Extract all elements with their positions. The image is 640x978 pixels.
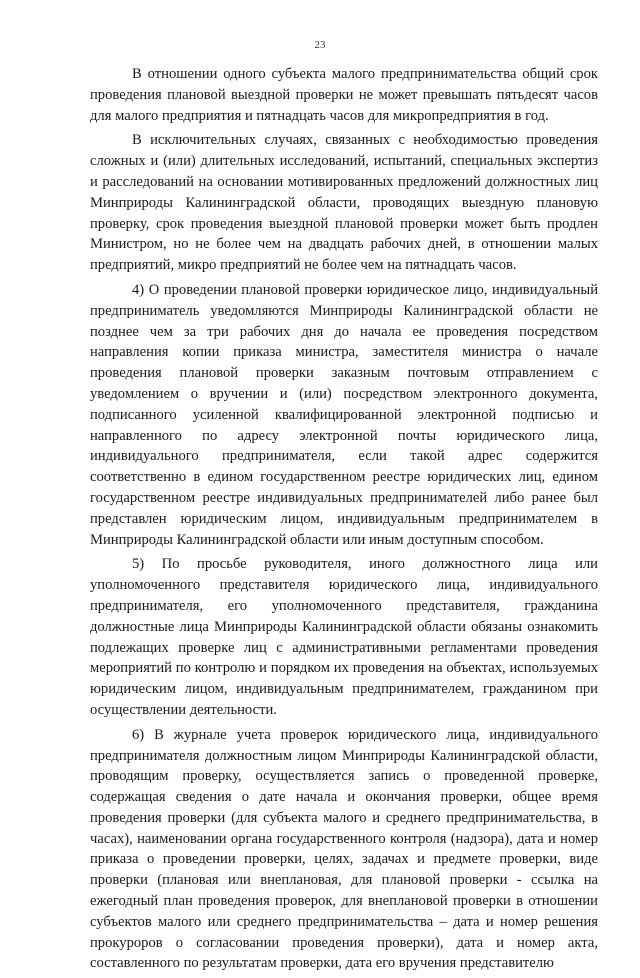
paragraph: 5) По просьбе руководителя, иного должностного лица или уполномоченного представителя юридического лица, индивидуального предпринимателя, его уполномоченного представителя, гражданина должностные лица Минприроды Калининградской области обязаны ознакомить подлежащих проверке лиц с административными регламентами проведения мероприятий по контролю и порядком их проведения на объектах, используемых юридическим лицом, индивидуальным предпринимателем, гражданином при осуществлении деятельности. (90, 556, 598, 718)
page-number: 23 (314, 39, 326, 51)
paragraph: В исключительных случаях, связанных с необходимостью проведения сложных и (или) длительных исследований, испытаний, специальных экспертиз и расследований на основании мотивированных предложений должностных лиц Минприроды Калининградской области, проводящих выездную плановую проверку, срок проведения выездной плановой проверки может быть продлен Министром, но не более чем на двадцать рабочих дней, в отношении малых предприятий, микро предприятий не более чем на пятнадцать часов. (90, 132, 598, 274)
paragraph: В отношении одного субъекта малого предпринимательства общий срок проведения плановой выездной проверки не может превышать пятьдесят часов для малого предприятия и пятнадцать часов для микропредприятия в год. (90, 66, 598, 124)
paragraph: 6) В журнале учета проверок юридического лица, индивидуального предпринимателя должностным лицом Минприроды Калининградской области, проводящим проверку, осуществляется запись о проведенной проверке, содержащая сведения о дате начала и окончания проверки, общее время проведения проверки (для субъекта малого и среднего предпринимательства, в часах), наименовании органа государственного контроля (надзора), дата и номер приказа о проведении проверки, целях, задачах и предмете проверки, виде проверки (плановая или внеплановая, для плановой проверки - ссылка на ежегодный план проведения проверок, для внеплановой проверки в отношении субъектов малого или среднего предпринимательства – дата и номер решения прокуроров о согласовании проведения проверки), дата и номер акта, составленного по результатам проверки, дата его вручения представителю (90, 726, 598, 972)
document-body (90, 64, 598, 978)
paragraph: 4) О проведении плановой проверки юридическое лицо, индивидуальный предприниматель уведомляются Минприроды Калининградской области не позднее чем за три рабочих дня до начала ее проведения посредством направления копии приказа министра, заместителя министра о начале проведения плановой проверки заказным почтовым отправлением с уведомлением о вручении и (или) посредством электронного документа, подписанного усиленной квалифицированной электронной подписью и направленного по адресу электронной почты юридического лица, индивидуального предпринимателя, если такой адрес содержится соответственно в едином государственном реестре юридических лиц, едином государственном реестре индивидуальных предпринимателей либо ранее был представлен юридическим лицом, индивидуальным предпринимателем в Минприроды Калининградской области или иным доступным способом. (90, 281, 598, 548)
